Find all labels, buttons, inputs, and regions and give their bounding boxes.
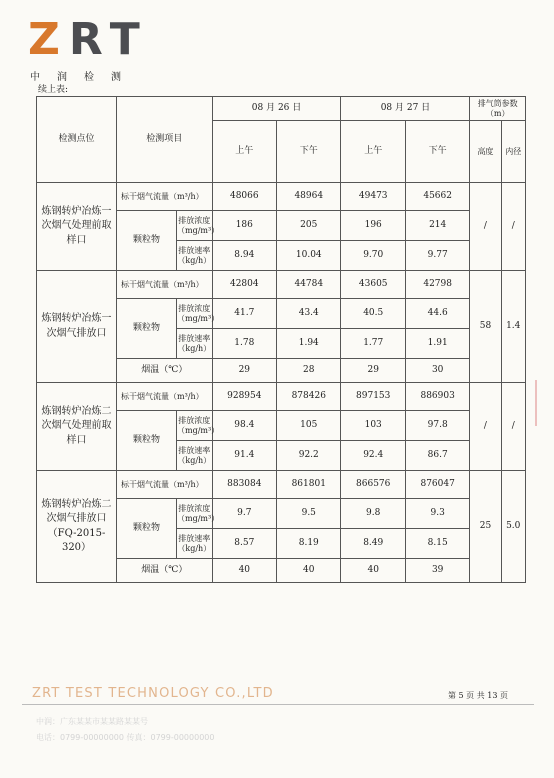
value-cell: 9.70 (341, 241, 405, 271)
rate-label: 排放速率（kg/h） (176, 441, 212, 471)
particle-label: 颗粒物 (117, 499, 177, 559)
value-cell: 9.77 (405, 241, 469, 271)
location-cell: 炼钢转炉冶炼二次烟气排放口（FQ-2015-320） (37, 471, 117, 583)
value-cell: 98.4 (212, 411, 276, 441)
footer-address: 中润：广东某某市某某路某某号 (36, 717, 148, 726)
value-cell: 29 (212, 359, 276, 383)
page-number: 第 5 页 共 13 页 (448, 691, 508, 700)
value-cell: 39 (405, 559, 469, 583)
value-cell: 43605 (341, 271, 405, 299)
value-cell: 928954 (212, 383, 276, 411)
value-cell: 866576 (341, 471, 405, 499)
company-logo (28, 14, 178, 83)
value-cell: 97.8 (405, 411, 469, 441)
value-cell: 42798 (405, 271, 469, 299)
value-cell: 9.8 (341, 499, 405, 529)
value-cell: 103 (341, 411, 405, 441)
header-pm: 下午 (277, 121, 341, 183)
rate-label: 排放速率（kg/h） (176, 529, 212, 559)
particle-label: 颗粒物 (117, 299, 177, 359)
value-cell: 861801 (277, 471, 341, 499)
continued-label: 续上表: (38, 85, 69, 95)
value-cell: 42804 (212, 271, 276, 299)
monitoring-table (36, 96, 526, 583)
flow-label: 标干烟气流量（m³/h） (117, 471, 213, 499)
header-pm: 下午 (405, 121, 469, 183)
header-am: 上午 (212, 121, 276, 183)
footer-phone: 电话：0799-00000000 传真：0799-00000000 (36, 733, 215, 742)
conc-label: 排放浓度（mg/m³） (176, 299, 212, 329)
value-cell: 29 (341, 359, 405, 383)
value-cell: 41.7 (212, 299, 276, 329)
temp-label: 烟温（℃） (117, 359, 213, 383)
value-cell: 91.4 (212, 441, 276, 471)
value-cell: 43.4 (277, 299, 341, 329)
value-cell: 8.49 (341, 529, 405, 559)
value-cell: 9.3 (405, 499, 469, 529)
stack-diameter-cell: / (501, 183, 526, 271)
value-cell: 214 (405, 211, 469, 241)
stack-height-cell: 58 (470, 271, 501, 383)
rate-label: 排放速率（kg/h） (176, 329, 212, 359)
rate-label: 排放速率（kg/h） (176, 241, 212, 271)
conc-label: 排放浓度（mg/m³） (176, 499, 212, 529)
value-cell: 40.5 (341, 299, 405, 329)
value-cell: 105 (277, 411, 341, 441)
value-cell: 40 (212, 559, 276, 583)
stack-height-cell: 25 (470, 471, 501, 583)
value-cell: 86.7 (405, 441, 469, 471)
header-point: 检测点位 (37, 97, 117, 183)
margin-stamp-mark (535, 380, 545, 426)
value-cell: 30 (405, 359, 469, 383)
value-cell: 40 (341, 559, 405, 583)
value-cell: 40 (277, 559, 341, 583)
value-cell: 28 (277, 359, 341, 383)
conc-label: 排放浓度（mg/m³） (176, 411, 212, 441)
flow-label: 标干烟气流量（m³/h） (117, 183, 213, 211)
value-cell: 44.6 (405, 299, 469, 329)
header-am: 上午 (341, 121, 405, 183)
header-date1: 08 月 26 日 (212, 97, 341, 121)
conc-label: 排放浓度（mg/m³） (176, 211, 212, 241)
flow-label: 标干烟气流量（m³/h） (117, 383, 213, 411)
value-cell: 48964 (277, 183, 341, 211)
stack-diameter-cell: 1.4 (501, 271, 526, 383)
value-cell: 49473 (341, 183, 405, 211)
value-cell: 886903 (405, 383, 469, 411)
particle-label: 颗粒物 (117, 211, 177, 271)
particle-label: 颗粒物 (117, 411, 177, 471)
value-cell: 897153 (341, 383, 405, 411)
value-cell: 196 (341, 211, 405, 241)
header-diameter: 内径 (501, 121, 526, 183)
value-cell: 8.57 (212, 529, 276, 559)
logo-mark: ZRT (28, 14, 149, 65)
location-cell: 炼钢转炉冶炼一次烟气排放口 (37, 271, 117, 383)
value-cell: 8.15 (405, 529, 469, 559)
value-cell: 1.94 (277, 329, 341, 359)
logo-subtitle: 中润检测 (30, 72, 138, 83)
value-cell: 1.91 (405, 329, 469, 359)
value-cell: 1.78 (212, 329, 276, 359)
header-date2: 08 月 27 日 (341, 97, 470, 121)
value-cell: 8.94 (212, 241, 276, 271)
value-cell: 9.5 (277, 499, 341, 529)
value-cell: 92.4 (341, 441, 405, 471)
value-cell: 10.04 (277, 241, 341, 271)
value-cell: 876047 (405, 471, 469, 499)
stack-height-cell: / (470, 383, 501, 471)
value-cell: 8.19 (277, 529, 341, 559)
header-height: 高度 (470, 121, 501, 183)
value-cell: 1.77 (341, 329, 405, 359)
header-item: 检测项目 (117, 97, 213, 183)
footer-divider (22, 704, 534, 705)
location-cell: 炼钢转炉冶炼一次烟气处理前取样口 (37, 183, 117, 271)
value-cell: 9.7 (212, 499, 276, 529)
value-cell: 205 (277, 211, 341, 241)
stack-diameter-cell: 5.0 (501, 471, 526, 583)
value-cell: 44784 (277, 271, 341, 299)
value-cell: 48066 (212, 183, 276, 211)
header-stack-params: 排气筒参数（m） (470, 97, 526, 121)
value-cell: 186 (212, 211, 276, 241)
value-cell: 878426 (277, 383, 341, 411)
value-cell: 45662 (405, 183, 469, 211)
footer-brand: ZRT TEST TECHNOLOGY CO.,LTD (32, 686, 274, 701)
stack-diameter-cell: / (501, 383, 526, 471)
temp-label: 烟温（℃） (117, 559, 213, 583)
location-cell: 炼钢转炉冶炼二次烟气处理前取样口 (37, 383, 117, 471)
value-cell: 883084 (212, 471, 276, 499)
stack-height-cell: / (470, 183, 501, 271)
flow-label: 标干烟气流量（m³/h） (117, 271, 213, 299)
value-cell: 92.2 (277, 441, 341, 471)
